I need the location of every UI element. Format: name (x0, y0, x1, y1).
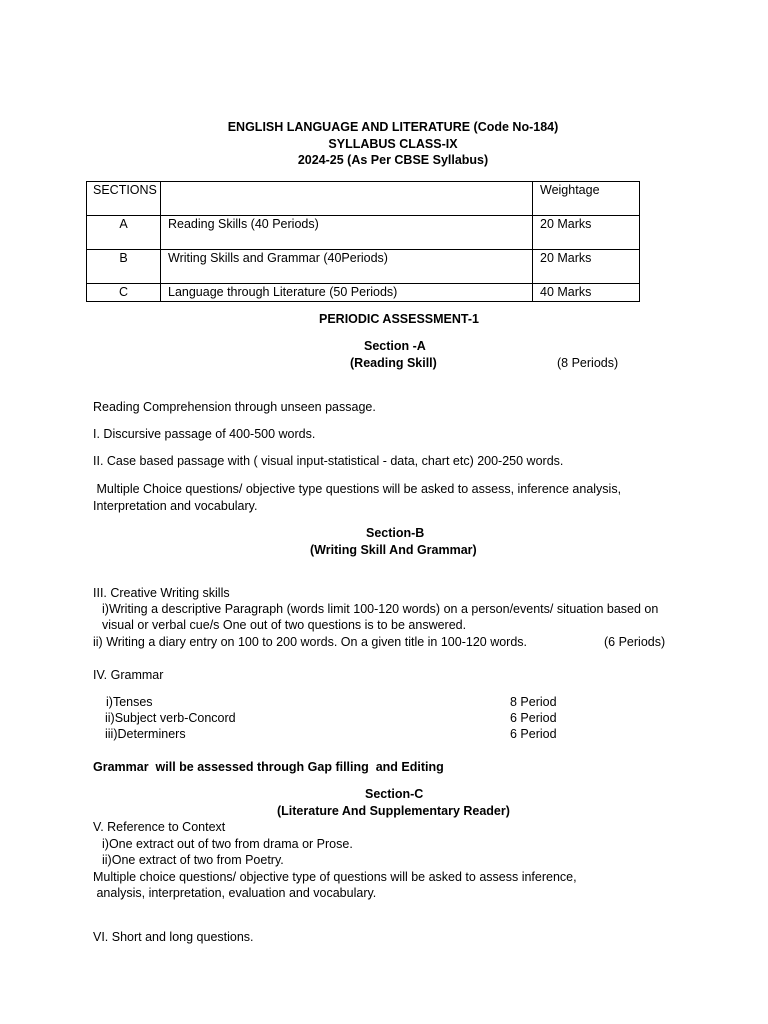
grammar-item-periods: 6 Period (510, 727, 557, 741)
section-c-title: Section-C (365, 787, 424, 801)
document-header (0, 119, 768, 169)
creative-writing-item: ii) Writing a diary entry on 100 to 200 words. On a given title in 100-120 words. (93, 635, 528, 649)
table-cell-content: Language through Literature (50 Periods) (161, 284, 533, 302)
table-cell-content: Writing Skills and Grammar (40Periods) (161, 250, 533, 284)
reference-context-item: ii)One extract of two from Poetry. (102, 853, 284, 867)
creative-writing-heading: III. Creative Writing skills (93, 586, 230, 600)
grammar-note: Grammar will be assessed through Gap filling and Editing (93, 760, 444, 774)
document-title: ENGLISH LANGUAGE AND LITERATURE (Code No-184) (227, 120, 559, 134)
section-a-title: Section -A (364, 339, 426, 353)
table-cell-section: A (87, 216, 161, 250)
table-cell-section: B (87, 250, 161, 284)
table-cell-section: C (87, 284, 161, 302)
section-c-subtitle: (Literature And Supplementary Reader) (277, 804, 510, 818)
table-header-cell: SECTIONS (87, 182, 161, 216)
section-a-item: I. Discursive passage of 400-500 words. (93, 427, 316, 441)
table-header-row (87, 182, 640, 216)
table-cell-content: Reading Skills (40 Periods) (161, 216, 533, 250)
section-a-mcq: Multiple Choice questions/ objective type questions will be asked to assess, inference analysis, (93, 482, 622, 496)
creative-writing-periods: (6 Periods) (604, 635, 666, 649)
section-a-intro: Reading Comprehension through unseen passage. (93, 400, 376, 414)
table-header-cell: Weightage (533, 182, 640, 216)
creative-writing-item (93, 601, 658, 633)
table-cell-weightage: 40 Marks (533, 284, 640, 302)
grammar-item-periods: 8 Period (510, 695, 557, 709)
grammar-item-label: iii)Determiners (105, 727, 186, 741)
section-b-title: Section-B (366, 526, 425, 540)
table-cell-weightage: 20 Marks (533, 250, 640, 284)
table-cell-weightage: 20 Marks (533, 216, 640, 250)
table-row (87, 216, 640, 250)
grammar-heading: IV. Grammar (93, 668, 164, 682)
section-c-mcq: analysis, interpretation, evaluation and vocabulary. (93, 886, 377, 900)
section-b-subtitle: (Writing Skill And Grammar) (310, 543, 477, 557)
syllabus-year: 2024-25 (As Per CBSE Syllabus) (297, 153, 489, 167)
section-a-mcq: Interpretation and vocabulary. (93, 499, 258, 513)
table-row (87, 284, 640, 302)
creative-writing-item-text: i)Writing a descriptive Paragraph (words limit 100-120 words) on a person/events/ situation based on visual or verbal cue/s One out of two questions is to be answered. (102, 602, 659, 632)
section-c-mcq: Multiple choice questions/ objective type of questions will be asked to assess inference, (93, 870, 577, 884)
section-a-periods: (8 Periods) (557, 356, 619, 370)
grammar-item-label: i)Tenses (106, 695, 153, 709)
reference-context-heading: V. Reference to Context (93, 820, 226, 834)
table-header-cell (161, 182, 533, 216)
section-a-subtitle: (Reading Skill) (350, 356, 437, 370)
assessment-title: PERIODIC ASSESSMENT-1 (319, 312, 479, 326)
short-long-questions: VI. Short and long questions. (93, 930, 254, 944)
section-a-item: II. Case based passage with ( visual input-statistical - data, chart etc) 200-250 words. (93, 454, 564, 468)
reference-context-item: i)One extract out of two from drama or Prose. (102, 837, 353, 851)
grammar-item-label: ii)Subject verb-Concord (105, 711, 236, 725)
syllabus-class: SYLLABUS CLASS-IX (328, 136, 458, 151)
weightage-table (86, 181, 640, 302)
grammar-item-periods: 6 Period (510, 711, 557, 725)
table-row (87, 250, 640, 284)
